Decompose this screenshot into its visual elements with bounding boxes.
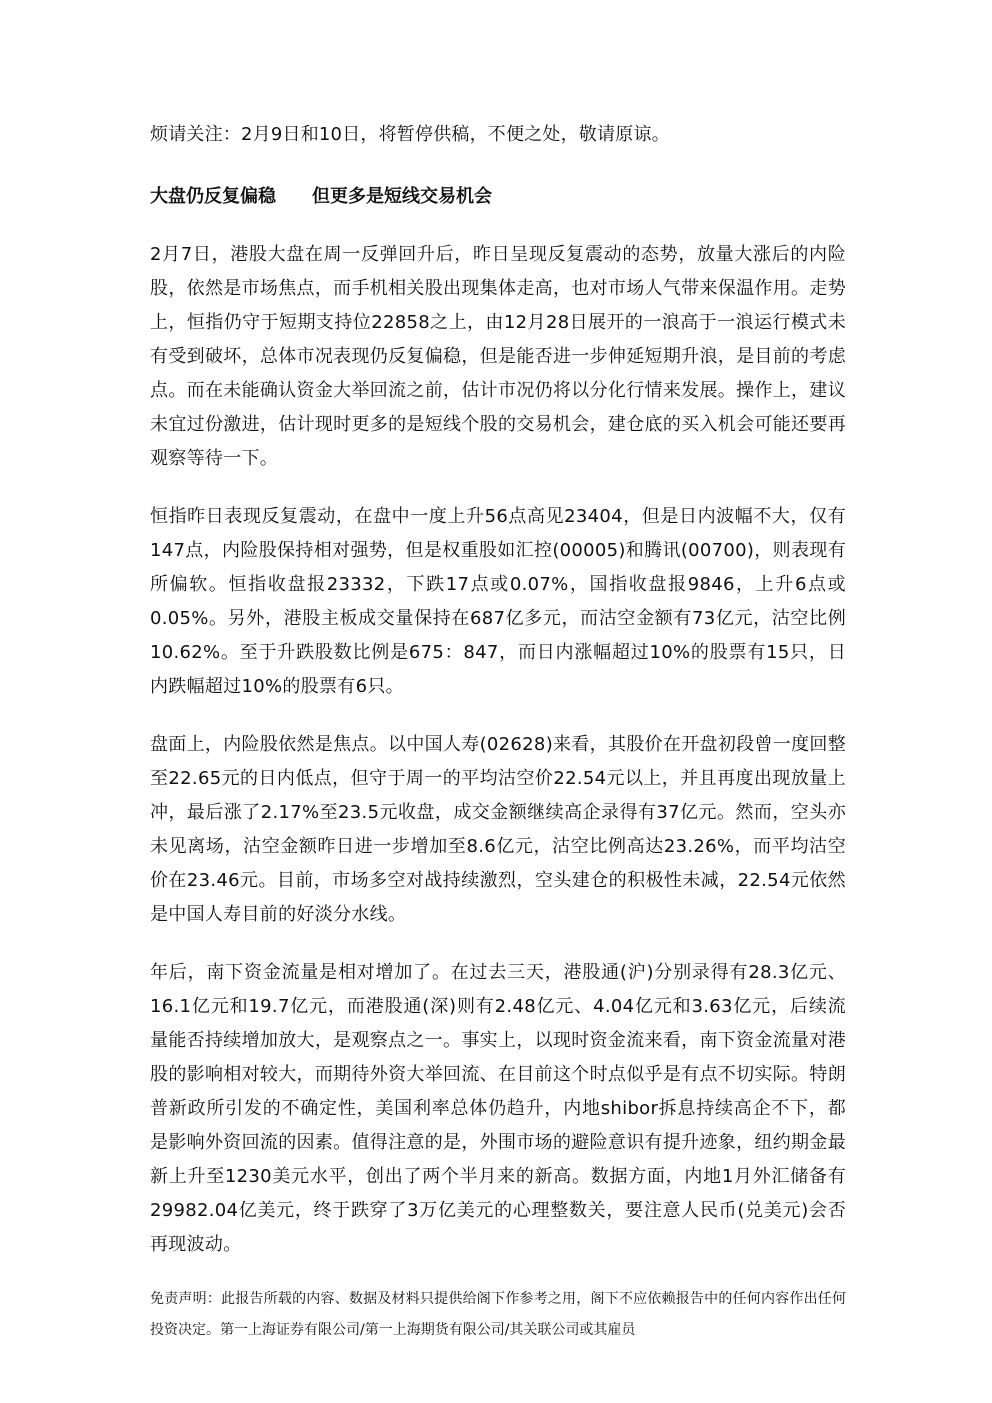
paragraph-1: 2月7日，港股大盘在周一反弹回升后，昨日呈现反复震动的态势，放量大涨后的内险股，依然是市场焦点，而手机相关股出现集体走高，也对市场人气带来保温作用。走势上，恒指仍守于短期支持位22858之上，由12月28日展开的一浪高于一浪运行模式未有受到破坏，总体市况表现仍反复偏稳，但是能否进一步伸延短期升浪，是目前的考虑点。而在未能确认资金大举回流之前，估计市况仍将以分化行情来发展。操作上，建议未宜过份激进，估计现时更多的是短线个股的交易机会，建仓底的买入机会可能还要再观察等待一下。 — [150, 244, 846, 469]
article-headline: 大盘仍反复偏稳 但更多是短线交易机会 — [150, 186, 492, 207]
paragraph-2: 恒指昨日表现反复震动，在盘中一度上升56点高见23404，但是日内波幅不大，仅有147点，内险股保持相对强势，但是权重股如汇控(00005)和腾讯(00700)，则表现有所偏软。恒指收盘报23332，下跌17点或0.07%，国指收盘报9846，上升6点或0.05%。另外，港股主板成交量保持在687亿多元，而沽空金额有73亿元，沽空比例10.62%。至于升跌股数比例是675：847，而日内涨幅超过10%的股票有15只，日内跌幅超过10%的股票有6只。 — [150, 506, 846, 697]
disclaimer-text: 免责声明：此报告所载的内容、数据及材料只提供给阁下作参考之用，阁下不应依赖报告中的任何内容作出任何投资决定。第一上海证券有限公司/第一上海期货有限公司/其关联公司或其雇员 — [150, 1291, 846, 1338]
document-page — [150, 118, 846, 1346]
notice-text: 烦请关注：2月9日和10日，将暂停供稿，不便之处，敬请原谅。 — [150, 124, 670, 145]
paragraph-4: 年后，南下资金流量是相对增加了。在过去三天，港股通(沪)分别录得有28.3亿元、16.1亿元和19.7亿元，而港股通(深)则有2.48亿元、4.04亿元和3.63亿元，后续流量能否持续增加放大，是观察点之一。事实上，以现时资金流来看，南下资金流量对港股的影响相对较大，而期待外资大举回流、在目前这个时点似乎是有点不切实际。特朗普新政所引发的不确定性，美国利率总体仍趋升，内地shibor拆息持续高企不下，都是影响外资回流的因素。值得注意的是，外围市场的避险意识有提升迹象，纽约期金最新上升至1230美元水平，创出了两个半月来的新高。数据方面，内地1月外汇储备有29982.04亿美元，终于跌穿了3万亿美元的心理整数关，要注意人民币(兑美元)会否再现波动。 — [150, 962, 846, 1255]
paragraph-3: 盘面上，内险股依然是焦点。以中国人寿(02628)来看，其股价在开盘初段曾一度回整至22.65元的日内低点，但守于周一的平均沽空价22.54元以上，并且再度出现放量上冲，最后涨了2.17%至23.5元收盘，成交金额继续高企录得有37亿元。然而，空头亦未见离场，沽空金额昨日进一步增加至8.6亿元，沽空比例高达23.26%，而平均沽空价在23.46元。目前，市场多空对战持续激烈，空头建仓的积极性未减，22.54元依然是中国人寿目前的好淡分水线。 — [150, 734, 846, 925]
